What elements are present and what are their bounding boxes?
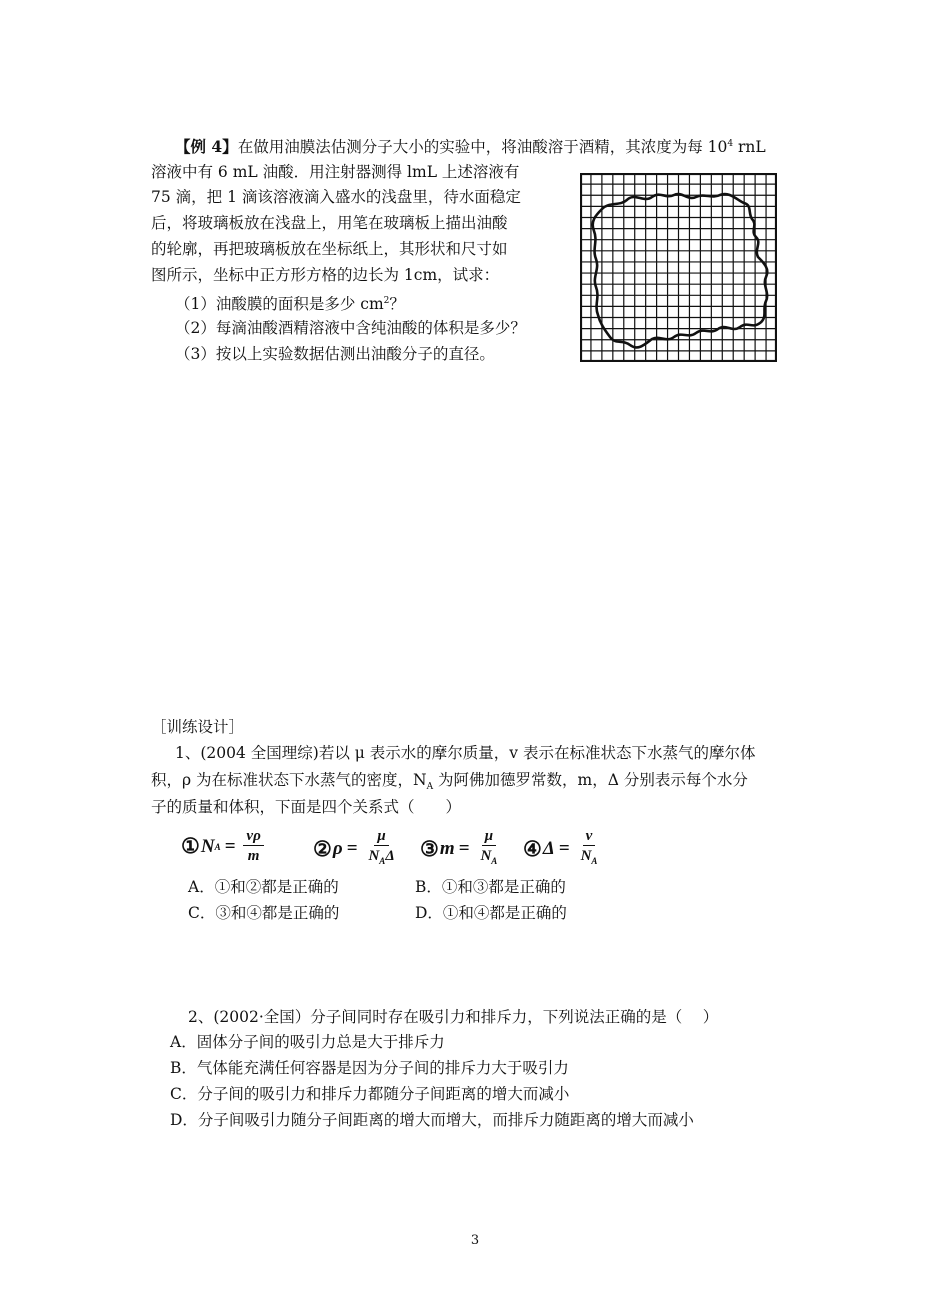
problem1-line2: 积，ρ 为在标准状态下水蒸气的密度，$N_A$ 为阿佛加德罗常数，m，Δ 分别表示每个水分 [151,771,748,793]
page-number: 3 [470,1233,480,1248]
formula-3: ③ m = $\frac{\mu}{N_A}$ [420,828,498,866]
training-heading: ［训练设计］ [151,718,245,736]
example4-line4: 后，将玻璃板放在浅盘上，用笔在玻璃板上描出油酸 [151,214,508,232]
problem1-option-a: A．①和②都是正确的 [188,878,339,896]
question-1: （1）油酸膜的面积是多少 $cm^2$？ [175,295,405,314]
example4-line3: 75 滴，把 1 滴该溶液滴入盛水的浅盘里，待水面稳定 [151,188,521,206]
example4-line5: 的轮廓，再把玻璃板放在坐标纸上，其形状和尺寸如 [151,240,508,258]
problem2-option-c: C．分子间的吸引力和排斥力都随分子间距离的增大而减小 [170,1085,570,1103]
problem2-option-a: A．固体分子间的吸引力总是大于排斥力 [170,1033,445,1051]
grid-lines [580,173,777,362]
question-2: （2）每滴油酸酒精溶液中含纯油酸的体积是多少？ [175,319,526,337]
example4-label: 【例 4】 [175,137,238,157]
oil-film-grid-figure [580,173,777,362]
question-3: （3）按以上实验数据估测出油酸分子的直径。 [175,345,495,363]
formula-4: ④ Δ = $\frac{v}{N_A}$ [523,828,598,866]
example4-line6: 图所示，坐标中正方形方格的边长为 1cm，试求： [151,266,500,284]
formula-1: ① N A = $\frac{v\rho}{m}$ [181,827,264,866]
problem1-option-d: D．①和④都是正确的 [415,904,567,922]
example4-line2: 溶液中有 6 mL 油酸．用注射器测得 lmL 上述溶液有 [151,163,520,181]
problem2-stem: 2、(2002·全国）分子间同时存在吸引力和排斥力，下列说法正确的是（ ） [188,1008,719,1026]
problem1-line1: 1、(2004 全国理综)若以 μ 表示水的摩尔质量，v 表示在标准状态下水蒸气的摩尔体 [175,744,756,762]
problem1-option-b: B．①和③都是正确的 [415,878,566,896]
problem1-option-c: C．③和④都是正确的 [188,904,340,922]
problem1-line3: 子的质量和体积，下面是四个关系式（ ） [151,798,462,816]
example4-line1: 【例 4】在做用油膜法估测分子大小的实验中，将油酸溶于酒精，其浓度为每 $10^4$ rnL [175,137,766,157]
problem2-option-d: D．分子间吸引力随分子间距离的增大而增大，而排斥力随距离的增大而减小 [170,1111,694,1129]
problem2-option-b: B．气体能充满任何容器是因为分子间的排斥力大于吸引力 [170,1059,569,1077]
formula-2: ② ρ = $\frac{\mu}{N_A\Delta}$ [313,828,395,866]
